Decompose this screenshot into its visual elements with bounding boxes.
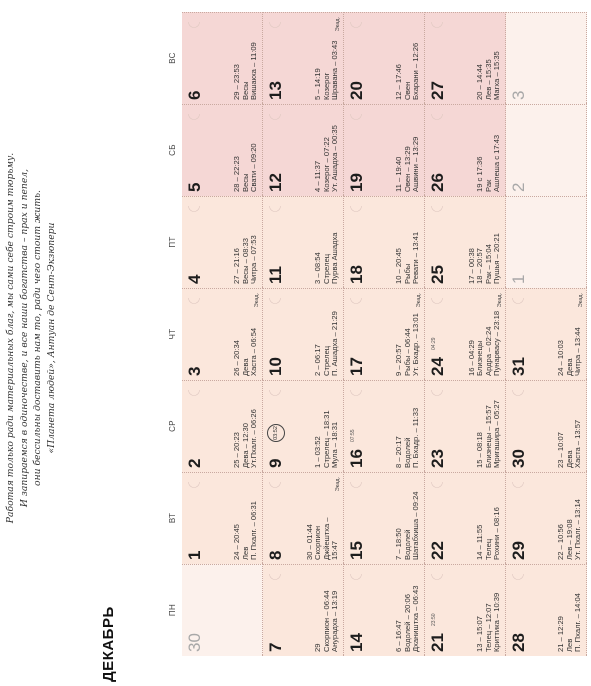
moon-phase-icon	[430, 385, 444, 399]
circled-time-badge: 03:52	[267, 424, 285, 442]
day-cell[interactable]	[425, 104, 506, 196]
day-number: 29	[509, 541, 528, 560]
day-info-line: 6 – 16:47	[394, 620, 404, 652]
day-number: 14	[347, 633, 366, 652]
day-info-line: 12 – 17:46	[394, 64, 404, 100]
day-info-line: Скорпион	[313, 525, 323, 560]
day-info-line: Магха – 15:35	[492, 51, 502, 100]
day-info-line: 11 – 19:40	[394, 156, 404, 192]
quote-line: они бессильны доставить нам то, ради чего стоит жить.	[32, 190, 44, 486]
day-cell[interactable]	[506, 104, 587, 196]
day-info-line: 5 – 14:19	[313, 68, 323, 100]
day-info-line: 15:47	[330, 540, 340, 560]
ekadashi-tag: Экад.	[254, 293, 260, 308]
day-info-line: Близнецы – 15:57	[483, 405, 493, 468]
day-info-line: Водолей – 20:06	[402, 594, 412, 652]
day-number: 12	[266, 173, 285, 192]
day-cell[interactable]	[263, 472, 344, 564]
day-number: 27	[428, 81, 447, 100]
day-info-line: Рыбы	[402, 263, 412, 284]
moon-phase-icon	[187, 201, 201, 215]
day-info-line: П. Бхадр. – 11:33	[411, 407, 421, 468]
day-info-line: Хаста – 06:54	[249, 327, 259, 376]
day-info	[395, 107, 421, 192]
day-cell[interactable]	[506, 288, 587, 380]
day-info-line: Мригашира – 05:27	[492, 400, 502, 468]
day-number: 17	[347, 357, 366, 376]
day-number: 4	[185, 274, 204, 284]
moon-phase-icon	[430, 569, 444, 583]
ekadashi-tag: Экад.	[335, 17, 341, 32]
day-number: 18	[347, 265, 366, 284]
day-cell[interactable]	[506, 472, 587, 564]
day-info-line: Козерог	[321, 72, 331, 100]
day-info-line: Анурадха – 13:19	[330, 590, 340, 652]
ekadashi-tag: Экад.	[497, 293, 503, 308]
day-info	[233, 475, 259, 560]
day-number: 10	[266, 357, 285, 376]
day-info-line: 19 с 17:36	[475, 156, 485, 192]
day-info-line: Шравана – 03:43	[330, 40, 340, 100]
day-number: 9	[266, 458, 285, 468]
day-number: 13	[266, 81, 285, 100]
moon-phase-icon	[268, 477, 282, 491]
day-info-line: Весы	[240, 173, 250, 192]
day-info-line: Дхаништха – 06:43	[411, 585, 421, 652]
moon-phase-icon	[511, 293, 525, 307]
day-info	[233, 383, 259, 468]
day-info-line: Ардра – 02:24	[483, 326, 493, 376]
day-cell[interactable]	[263, 196, 344, 288]
day-number: 20	[347, 81, 366, 100]
day-info-line: Пушья – 20:21	[492, 233, 502, 284]
ekadashi-tag: Экад.	[578, 293, 584, 308]
day-number: 2	[509, 182, 528, 192]
day-cell[interactable]	[182, 380, 263, 472]
day-number: 8	[266, 550, 285, 560]
day-info-line: Джйештха –	[321, 517, 331, 560]
day-info-line: Лев	[240, 546, 250, 560]
day-info-line: 1 – 03:52	[313, 436, 323, 468]
weekday-header: СР	[168, 420, 177, 432]
moon-phase-icon	[349, 477, 363, 491]
weekday-header: ПН	[168, 603, 177, 617]
day-info-line: П. Ашадха – 21:29	[330, 311, 340, 376]
day-info-line: 24 – 20:45	[232, 524, 242, 560]
ekadashi-tag: Экад.	[416, 293, 422, 308]
weekday-header: ПТ	[168, 236, 177, 248]
day-number: 19	[347, 173, 366, 192]
day-info-line: 23 – 10:07	[556, 432, 566, 468]
day-number: 31	[509, 357, 528, 376]
day-number: 6	[185, 90, 204, 100]
moon-phase-icon	[511, 569, 525, 583]
day-info-line: Бхарани – 12:26	[411, 42, 421, 100]
ekadashi-tag: Экад.	[335, 477, 341, 492]
day-cell[interactable]	[344, 380, 425, 472]
day-info-line: Водолей	[402, 529, 412, 560]
moon-phase-icon	[187, 477, 201, 491]
day-info-line: 30 – 01:44	[304, 524, 314, 560]
day-info-line: Рак – 15:04	[483, 244, 493, 284]
day-info-line: П. Пхалг. – 14:04	[573, 593, 583, 652]
moon-phase-icon	[430, 17, 444, 31]
day-number: 11	[266, 266, 285, 284]
day-number: 23	[428, 449, 447, 468]
day-info-line: 2 – 06:17	[313, 344, 323, 376]
day-cell[interactable]	[425, 12, 506, 104]
day-info-line: Дева – 12:30	[240, 423, 250, 468]
day-number: 21	[428, 633, 447, 652]
day-info-line: Скорпион – 06:44	[321, 590, 331, 652]
day-number: 26	[428, 173, 447, 192]
day-info-line: Ашлеша с 17:43	[492, 134, 502, 192]
day-cell[interactable]	[425, 196, 506, 288]
day-info-line: П. Пхалг. – 06:31	[249, 501, 259, 560]
day-info-line: Ут.Пхалг. – 06:26	[249, 409, 259, 468]
quote-line: Работая только ради материальных благ, мы сами себе строим тюрьму.	[5, 152, 16, 524]
day-info-line: 15 – 08:18	[475, 432, 485, 468]
day-info-line: Весы – 08:33	[240, 238, 250, 284]
moon-phase-icon	[268, 569, 282, 583]
day-info-line: Водолей	[402, 437, 412, 468]
moon-phase-icon	[187, 109, 201, 123]
day-info-line: 10 – 20:45	[394, 248, 404, 284]
weekday-header: ВТ	[168, 512, 177, 524]
moon-phase-icon	[349, 293, 363, 307]
day-number: 28	[509, 633, 528, 652]
day-info-line: Читра – 07:53	[249, 235, 259, 284]
month-title: ДЕКАБРЬ	[100, 606, 117, 682]
day-info-line: 22 – 10:56	[556, 524, 566, 560]
day-cell[interactable]	[506, 12, 587, 104]
day-info	[314, 291, 340, 376]
day-cell[interactable]	[344, 472, 425, 564]
day-info-line: Ашвини – 13:29	[411, 136, 421, 192]
day-info	[468, 199, 502, 284]
day-info-line: Ут. Ашадха – 00:35	[330, 125, 340, 192]
moon-phase-icon	[511, 477, 525, 491]
day-number: 30	[185, 633, 204, 652]
day-info-line: Хаста – 13:57	[573, 419, 583, 468]
day-info-line: Лев – 15:35	[483, 59, 493, 100]
day-info-line: Ут. Пхалг. – 13:14	[573, 499, 583, 560]
day-number: 30	[509, 449, 528, 468]
day-info	[314, 107, 340, 192]
day-info	[476, 475, 502, 560]
day-info-line: Пунарвасу – 23:18	[492, 310, 502, 376]
moon-phase-icon	[268, 293, 282, 307]
day-cell[interactable]	[182, 472, 263, 564]
moon-phase-icon	[430, 293, 444, 307]
day-info-line: Стрелец – 18:31	[321, 410, 331, 468]
day-info	[233, 107, 259, 192]
small-time-badge: 04:29	[431, 337, 437, 350]
day-number: 25	[428, 265, 447, 284]
moon-phase-icon	[430, 109, 444, 123]
day-info-line: 29	[313, 643, 323, 652]
day-info-line: 27 – 21:16	[232, 248, 242, 284]
quote-attribution: «Планета людей», Антуан де Сент-Экзюпери	[45, 222, 57, 454]
day-number: 22	[428, 541, 447, 560]
day-cell[interactable]	[344, 12, 425, 104]
day-info-line: 16 – 04:29	[466, 340, 476, 376]
day-cell[interactable]	[344, 196, 425, 288]
day-cell[interactable]	[425, 564, 506, 656]
moon-phase-icon	[187, 17, 201, 31]
day-info	[557, 475, 583, 560]
day-number: 1	[185, 550, 204, 560]
moon-phase-icon	[268, 201, 282, 215]
day-info	[476, 15, 502, 100]
quote-block	[4, 8, 88, 668]
day-info-line: 21 – 12:29	[556, 616, 566, 652]
moon-phase-icon	[349, 385, 363, 399]
day-info	[395, 199, 421, 284]
moon-phase-icon	[268, 109, 282, 123]
moon-phase-icon	[511, 385, 525, 399]
day-cell[interactable]	[182, 196, 263, 288]
day-cell[interactable]	[263, 288, 344, 380]
day-info-line: Лев – 19:08	[564, 519, 574, 560]
day-cell[interactable]	[425, 288, 506, 380]
day-cell[interactable]	[425, 380, 506, 472]
day-cell[interactable]	[263, 564, 344, 656]
day-info-line: Рак	[483, 179, 493, 192]
day-info-line: 7 – 18:50	[394, 528, 404, 560]
day-info-line: Криттика – 10:39	[492, 592, 502, 652]
day-info-line: Ревати – 13:41	[411, 231, 421, 284]
day-info	[476, 383, 502, 468]
weekday-header: ЧТ	[168, 328, 177, 340]
moon-phase-icon	[268, 17, 282, 31]
day-number: 3	[185, 366, 204, 376]
weekday-header: СБ	[168, 144, 177, 156]
day-info	[395, 567, 421, 652]
day-info-line: Дева	[564, 450, 574, 468]
day-info-line: 4 – 11:37	[313, 160, 323, 192]
day-info	[476, 567, 502, 652]
day-info-line: 17 – 00:38	[466, 248, 476, 284]
moon-phase-icon	[349, 569, 363, 583]
day-info	[557, 383, 583, 468]
day-info	[314, 383, 340, 468]
day-info-line: Рыбы – 06:44	[402, 328, 412, 376]
day-info-line: Телец – 12:07	[483, 603, 493, 652]
day-info	[557, 567, 583, 652]
day-cell[interactable]	[263, 380, 344, 472]
day-cell[interactable]	[182, 12, 263, 104]
day-info-line: Лев	[564, 638, 574, 652]
day-info-line: Стрелец	[321, 345, 331, 376]
moon-phase-icon	[268, 385, 282, 399]
day-cell[interactable]	[182, 288, 263, 380]
day-info-line: Дева	[564, 358, 574, 376]
day-cell[interactable]	[506, 564, 587, 656]
day-info	[314, 567, 340, 652]
day-cell[interactable]	[182, 104, 263, 196]
small-time-badge: 07:55	[350, 429, 356, 442]
day-cell[interactable]	[506, 196, 587, 288]
day-info-line: 29 – 23:53	[232, 64, 242, 100]
day-info-line: Рохини – 08:16	[492, 507, 502, 560]
day-info-line: Овен	[402, 81, 412, 100]
day-info-line: Стрелец	[321, 253, 331, 284]
day-cell[interactable]	[506, 380, 587, 472]
day-cell[interactable]	[344, 288, 425, 380]
day-info-line: 28 – 22:23	[232, 156, 242, 192]
day-info-line: 14 – 11:55	[475, 524, 485, 560]
day-info	[314, 199, 340, 284]
day-info-line: Ут. Бхадр. – 13:01	[411, 313, 421, 376]
day-info-line: 24 – 10:03	[556, 340, 566, 376]
day-cell[interactable]	[263, 104, 344, 196]
moon-phase-icon	[349, 17, 363, 31]
moon-phase-icon	[349, 201, 363, 215]
day-info	[395, 475, 421, 560]
day-info-line: Весы	[240, 81, 250, 100]
day-cell[interactable]	[425, 472, 506, 564]
day-info-line: 26 – 20:34	[232, 340, 242, 376]
day-info-line: Свати – 09:20	[249, 143, 259, 192]
day-info-line: Шатабхиша – 09:24	[411, 491, 421, 560]
day-number: 5	[185, 182, 204, 192]
day-info-line: Близнецы	[475, 340, 485, 376]
day-cell[interactable]	[344, 104, 425, 196]
day-info-line: Дева	[240, 358, 250, 376]
moon-phase-icon	[187, 385, 201, 399]
day-number: 24	[428, 357, 447, 376]
moon-phase-icon	[430, 477, 444, 491]
day-info	[476, 107, 502, 192]
day-info	[233, 199, 259, 284]
day-info	[395, 15, 421, 100]
day-info-line: 8 – 20:17	[394, 436, 404, 468]
calendar-grid	[168, 12, 588, 656]
day-info	[233, 15, 259, 100]
day-number: 2	[185, 458, 204, 468]
day-cell[interactable]	[182, 564, 263, 656]
quote-line: И запираемся в одиночестве, и все наши богатства – прах и пепел,	[18, 168, 30, 508]
day-cell[interactable]	[263, 12, 344, 104]
day-number: 15	[347, 541, 366, 560]
day-info-line: 25 – 20:23	[232, 432, 242, 468]
day-number: 1	[509, 274, 528, 284]
sun-time-badge: 23:50	[431, 613, 437, 626]
weekday-header: ВС	[168, 52, 177, 64]
day-info-line: 13 – 15:07	[475, 616, 485, 652]
day-number: 16	[347, 449, 366, 468]
moon-phase-icon	[430, 201, 444, 215]
day-info-line: 9 – 20:57	[394, 344, 404, 376]
day-info-line: Читра – 13:44	[573, 327, 583, 376]
day-info-line: Мула – 18:31	[330, 421, 340, 468]
moon-phase-icon	[187, 293, 201, 307]
day-cell[interactable]	[344, 564, 425, 656]
day-info-line: Телец	[483, 538, 493, 560]
day-info-line: Пурва Ашадха	[330, 232, 340, 284]
day-info-line: Овен – 13:29	[402, 146, 412, 192]
day-info-line: 20 – 14:44	[475, 64, 485, 100]
day-info-line: Козерог – 07:22	[321, 137, 331, 192]
moon-phase-icon	[349, 109, 363, 123]
day-info-line: Вишакха – 11:09	[249, 42, 259, 100]
day-info	[395, 383, 421, 468]
day-number: 7	[266, 642, 285, 652]
day-number: 3	[509, 90, 528, 100]
day-info-line: 18 – 20:57	[475, 248, 485, 284]
day-info-line: 3 – 08:54	[313, 252, 323, 284]
